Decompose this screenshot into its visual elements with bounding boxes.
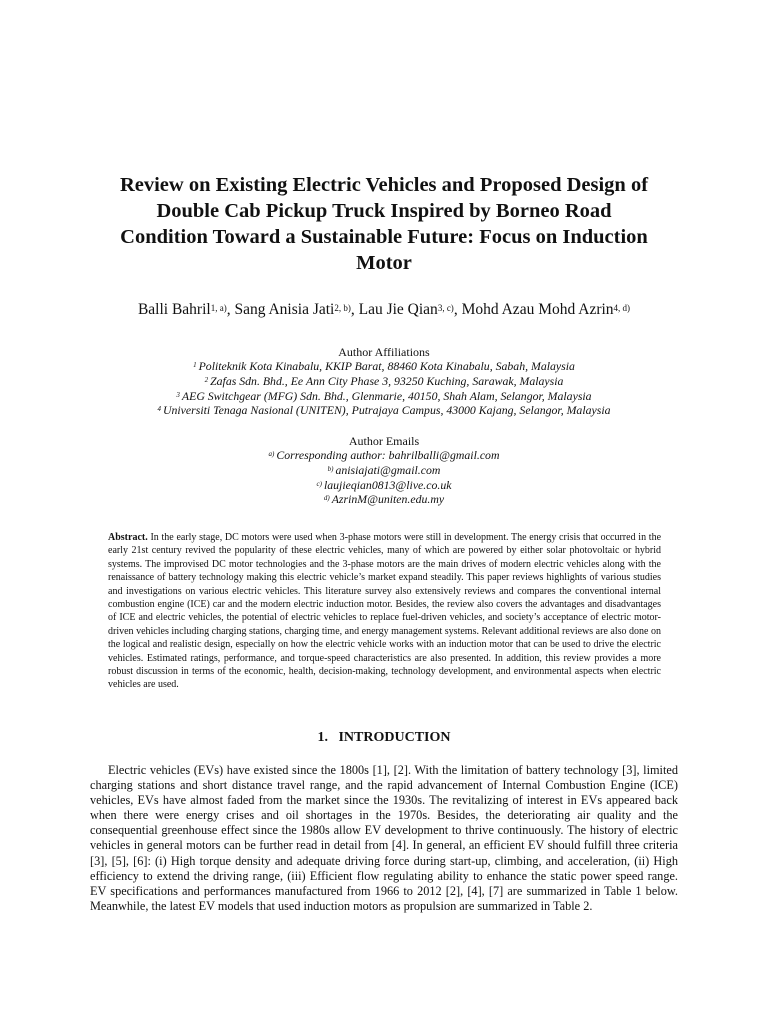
paper-title [60,172,708,276]
affiliation-list [40,359,728,418]
author-separator: , [453,301,462,318]
email-text: Corresponding author: bahrilballi@gmail.com [276,448,500,462]
title-line: Review on Existing Electric Vehicles and Proposed Design of [119,174,649,196]
title-line: Double Cab Pickup Truck Inspired by Borneo Road [156,200,612,222]
author-name: Sang Anisia Jati [234,301,335,318]
email-item [40,492,728,507]
author-separator: , [226,301,235,318]
abstract-label: Abstract. [108,532,148,543]
email-text: anisiajati@gmail.com [335,462,441,477]
email-item [40,448,728,463]
author-separator: , [350,301,359,318]
author-name: Mohd Azau Mohd Azrin [461,301,614,318]
author-superscript: 2, b) [334,303,351,313]
affiliation-item [40,359,728,374]
email-superscript: b) [327,464,334,473]
email-item [40,478,728,493]
affiliation-superscript: 1 [193,361,197,369]
abstract [108,531,661,692]
author-superscript: 3, c) [437,303,454,313]
email-item [40,463,728,478]
affiliation-item [40,389,728,404]
affiliation-superscript: 4 [157,405,161,414]
author-name: Balli Bahril [137,301,211,318]
email-text: laujieqian0813@live.co.uk [323,477,452,492]
author-superscript: 1, a) [210,303,227,313]
affiliation-text: Zafas Sdn. Bhd., Ee Ann City Phase 3, 93250 Kuching, Sarawak, Malaysia [210,373,564,388]
email-text: AzrinM@uniten.edu.my [331,492,445,507]
emails-heading: Author Emails [348,434,420,448]
author-list [40,300,728,320]
affiliation-text: Politeknik Kota Kinabalu, KKIP Barat, 88460 Kota Kinabalu, Sabah, Malaysia [198,359,575,373]
email-superscript: c) [316,479,322,488]
affiliation-item [40,403,728,418]
affiliation-superscript: 3 [176,390,180,399]
email-superscript: d) [323,494,330,503]
affiliations-heading: Author Affiliations [338,345,430,359]
title-line: Condition Toward a Sustainable Future: Focus on Induction [120,226,648,248]
author-superscript: 4, d) [613,303,631,313]
abstract-text: In the early stage, DC motors were used when 3-phase motors were still in development. The energy crisis that occurred in the early 21st century revived the popularity of these electric vehicles, many of which are powered by either solar photovoltaic or hybrid systems. The improvised DC motor technologies and the 3-phase motors are the main drives of modern electric vehicles along with the renaissance of battery technology making this electric vehicle’s market expand steadily. This paper reviews highlights of various studies and investigations on various electric vehicles. This literature survey also extensively reviews and compares the conventional internal combustion engine (ICE) car and the modern electric induction motor. Besides, the review also covers the advantages and disadvantages of ICE and electric vehicles, the potential of electric vehicles to replace fuel-driven vehicles, and society’s acceptance of electric motor-driven vehicles including charging stations, charging time, and energy management systems. Relevant additional reviews are also done on the logical and realistic design, especially on how the electric vehicle works with an induction motor that can be used to drive the electric vehicles. Estimated ratings, performance, and torque-speed characteristics are also presented. In addition, this review provides a more robust discussion in terms of the economic, health, decision-making, technology development, and environmental aspects when electric vehicles are used. [108,532,662,691]
affiliation-superscript: 2 [204,375,209,384]
affiliation-text: Universiti Tenaga Nasional (UNITEN), Putrajaya Campus, 43000 Kajang, Selangor, Malaysia [162,403,611,418]
author-name: Lau Jie Qian [358,301,438,318]
email-list [40,448,728,507]
title-line: Motor [356,252,412,274]
affiliation-text: AEG Switchgear (MFG) Sdn. Bhd., Glenmarie, 40150, Shah Alam, Selangor, Malaysia [181,388,592,403]
section-heading-introduction: 1. INTRODUCTION [317,730,451,745]
email-superscript: a) [268,450,275,458]
affiliation-item [40,374,728,389]
introduction-paragraph: Electric vehicles (EVs) have existed since the 1800s [1], [2]. With the limitation of battery technology [3], limited charging stations and short distance travel range, and the rapid advancement of Internal Combustion Engine (ICE) vehicles, EVs have almost faded from the market since the 1930s. The revitalizing of interest in EVs appeared back when there were energy crises and oil shortages in the 1970s. Besides, the deteriorating air quality and the consequential greenhouse effect since the 1980s allow EV development to thrive continuously. The history of electric vehicles in general motors can be further read in detail from [4]. In general, an efficient EV should fulfill three criteria [3], [5], [6]: (i) High torque density and adequate driving force during start-up, climbing, and acceleration, (ii) High efficiency to extend the driving range, (iii) Efficient flow regulating ability to enhance the static power speed range. EV specifications and performances manufactured from 1966 to 2012 [2], [4], [7] are summarized in Table 1 below. Meanwhile, the latest EV models that used induction motors as propulsion are summarized in Table 2. [90,763,678,913]
